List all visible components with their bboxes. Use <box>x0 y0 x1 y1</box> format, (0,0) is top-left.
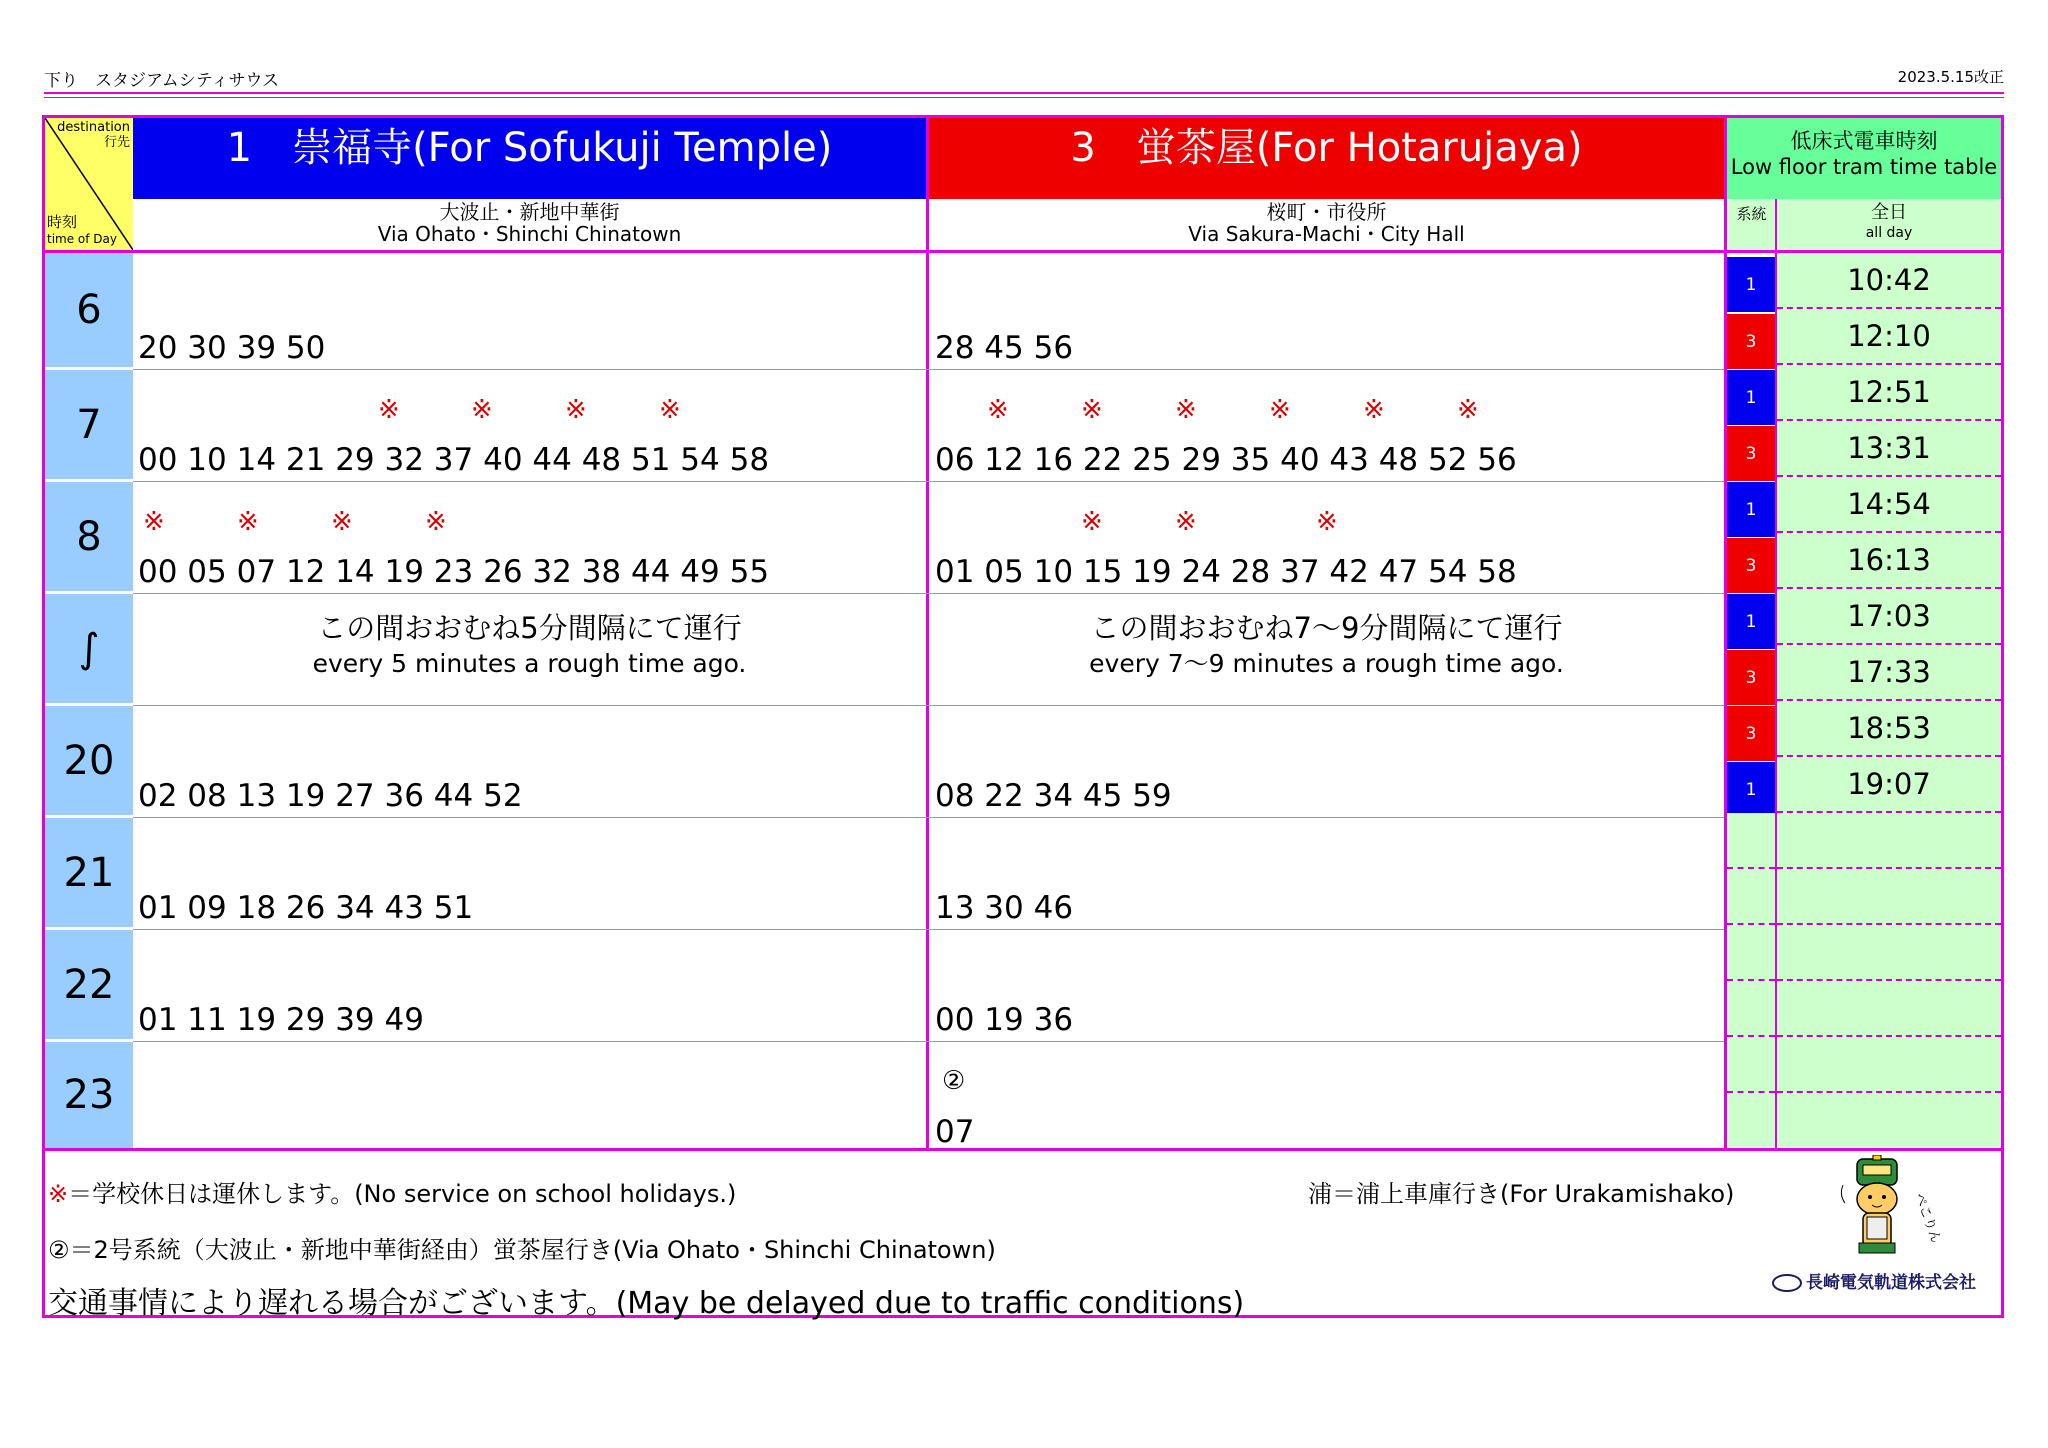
system-badge: 1 <box>1727 482 1775 537</box>
header-divider-thin <box>44 97 2004 98</box>
footnote-urakami: 浦＝浦上車庫行き(For Urakamishako) <box>1308 1180 1735 1208</box>
row-divider <box>133 817 1724 818</box>
times-sofukuji-21: 01 09 18 26 34 43 51 <box>138 890 474 926</box>
mascot-illustration <box>1835 1155 1955 1265</box>
destination-title-hotarujaya: 3 蛍茶屋(For Hotarujaya) <box>1070 125 1583 171</box>
times-sofukuji-8: 00 05 07 12 14 19 23 26 32 38 44 49 55 <box>138 554 770 590</box>
route-2-mark: ② <box>942 1066 966 1096</box>
interval-hour-cell: ∫ <box>45 594 133 706</box>
times-hotarujaya-21: 13 30 46 <box>935 890 1074 926</box>
empty-system-cell <box>1727 925 1775 981</box>
low-floor-time: 10:42 <box>1777 253 2001 309</box>
interval-note-hotarujaya-ja: この間おおむね7～9分間隔にて運行 <box>1090 611 1563 645</box>
footnote-mark: ※ <box>48 1180 69 1208</box>
row-divider <box>133 481 1724 482</box>
via-sofukuji <box>133 199 926 250</box>
interval-note-sofukuji <box>133 610 926 682</box>
interval-note-sofukuji-ja: この間おおむね5分間隔にて運行 <box>317 611 742 645</box>
school-holiday-mark: ※ <box>1457 395 1479 425</box>
header-bottom-line <box>45 250 2001 253</box>
times-hotarujaya-22: 00 19 36 <box>935 1002 1074 1038</box>
row-divider <box>133 929 1724 930</box>
corner-time-label <box>47 214 117 248</box>
empty-time-cell <box>1777 925 2001 981</box>
hour-cell: 23 <box>45 1042 133 1148</box>
empty-system-cell <box>1727 813 1775 869</box>
school-holiday-mark: ※ <box>331 507 353 537</box>
company-logo <box>1772 1268 1976 1293</box>
system-badge: 3 <box>1727 538 1775 593</box>
empty-system-cell <box>1727 1037 1775 1093</box>
page-title: 下り スタジアムシティサウス <box>44 71 279 91</box>
header-divider <box>44 92 2004 94</box>
system-badge: 1 <box>1727 257 1775 312</box>
low-floor-time: 13:31 <box>1777 421 2001 477</box>
school-holiday-mark: ※ <box>987 395 1009 425</box>
system-badge: 3 <box>1727 314 1775 369</box>
via-hotarujaya <box>929 199 1724 250</box>
low-floor-time: 17:33 <box>1777 645 2001 701</box>
page-header <box>44 66 2004 94</box>
school-holiday-mark: ※ <box>565 395 587 425</box>
low-floor-system-header: 系統 <box>1727 199 1776 250</box>
system-badge: 3 <box>1727 426 1775 481</box>
corner-destination-ja: 行先 <box>103 135 130 150</box>
interval-note-sofukuji-en: every 5 minutes a rough time ago. <box>312 649 747 678</box>
low-floor-time: 12:10 <box>1777 309 2001 365</box>
school-holiday-mark: ※ <box>1081 395 1103 425</box>
empty-time-cell <box>1777 813 2001 869</box>
low-floor-time: 12:51 <box>1777 365 2001 421</box>
school-holiday-mark: ※ <box>659 395 681 425</box>
destination-title-sofukuji: 1 崇福寺(For Sofukuji Temple) <box>226 125 833 171</box>
empty-time-cell <box>1777 1093 2001 1148</box>
low-floor-time: 18:53 <box>1777 701 2001 757</box>
mascot-caption: ぺこりん <box>1911 1191 1944 1246</box>
company-emblem-icon <box>1772 1274 1802 1292</box>
times-hotarujaya-6: 28 45 56 <box>935 330 1074 366</box>
footnote-route-2: ②＝2号系統（大波止・新地中華街経由）蛍茶屋行き(Via Ohato・Shinchi Chinatown) <box>48 1236 996 1264</box>
interval-note-hotarujaya-en: every 7～9 minutes a rough time ago. <box>1089 649 1564 678</box>
hour-cell: 6 <box>45 253 133 370</box>
empty-system-cell <box>1727 1093 1775 1148</box>
low-floor-time: 17:03 <box>1777 589 2001 645</box>
times-sofukuji-7: 00 10 14 21 29 32 37 40 44 48 51 54 58 <box>138 442 770 478</box>
system-badge: 3 <box>1727 706 1775 761</box>
low-floor-time: 16:13 <box>1777 533 2001 589</box>
empty-time-cell <box>1777 869 2001 925</box>
empty-time-cell <box>1777 981 2001 1037</box>
hour-cell: 8 <box>45 482 133 594</box>
hour-cell: 22 <box>45 930 133 1042</box>
interval-note-hotarujaya <box>929 610 1724 682</box>
row-divider <box>133 1041 1724 1042</box>
school-holiday-mark: ※ <box>143 507 165 537</box>
footnote-school-holiday-text: ＝学校休日は運休します。(No service on school holidays.) <box>68 1180 737 1208</box>
hour-cell: 20 <box>45 706 133 818</box>
system-badge: 1 <box>1727 370 1775 425</box>
company-name: 長崎電気軌道株式会社 <box>1806 1273 1976 1293</box>
low-floor-header <box>1727 118 2001 199</box>
low-floor-title-ja: 低床式電車時刻 <box>1790 129 1938 153</box>
times-hotarujaya-7: 06 12 16 22 25 29 35 40 43 48 52 56 <box>935 442 1517 478</box>
corner-header-cell <box>45 118 133 250</box>
empty-system-cell <box>1727 869 1775 925</box>
timetable-frame <box>42 115 2004 1318</box>
allday-en: all day <box>1865 225 1913 241</box>
corner-time-ja: 時刻 <box>47 213 78 231</box>
allday-ja: 全日 <box>1871 202 1907 223</box>
school-holiday-mark: ※ <box>471 395 493 425</box>
system-badge: 1 <box>1727 594 1775 649</box>
school-holiday-mark: ※ <box>1175 395 1197 425</box>
low-floor-allday-header <box>1777 199 2001 250</box>
school-holiday-mark: ※ <box>1316 507 1338 537</box>
corner-time-en: time of Day <box>47 232 118 246</box>
school-holiday-mark: ※ <box>378 395 400 425</box>
row-divider <box>133 369 1724 370</box>
times-sofukuji-6: 20 30 39 50 <box>138 330 326 366</box>
revision-date: 2023.5.15改正 <box>1897 68 2004 86</box>
corner-destination-en: destination <box>57 120 130 135</box>
school-holiday-mark: ※ <box>425 507 447 537</box>
via-sofukuji-ja: 大波止・新地中華街 <box>439 200 620 224</box>
footnote-delay: 交通事情により遅れる場合がございます。(May be delayed due to traffic conditions) <box>48 1286 1245 1321</box>
row-divider <box>133 593 1724 594</box>
destination-header-sofukuji <box>133 118 926 199</box>
destination-header-hotarujaya <box>929 118 1724 199</box>
low-floor-title-en: Low floor tram time table <box>1730 155 1998 179</box>
empty-time-cell <box>1777 1037 2001 1093</box>
times-hotarujaya-8: 01 05 10 15 19 24 28 37 42 47 54 58 <box>935 554 1517 590</box>
school-holiday-mark: ※ <box>237 507 259 537</box>
via-hotarujaya-en: Via Sakura-Machi・City Hall <box>1188 222 1465 246</box>
school-holiday-mark: ※ <box>1081 507 1103 537</box>
times-hotarujaya-23: 07 <box>935 1114 975 1150</box>
via-sofukuji-en: Via Ohato・Shinchi Chinatown <box>377 222 682 246</box>
system-badge: 1 <box>1727 762 1775 817</box>
row-divider <box>133 705 1724 706</box>
footnote-school-holiday <box>48 1174 736 1209</box>
times-sofukuji-22: 01 11 19 29 39 49 <box>138 1002 424 1038</box>
school-holiday-mark: ※ <box>1175 507 1197 537</box>
low-floor-time: 14:54 <box>1777 477 2001 533</box>
times-hotarujaya-20: 08 22 34 45 59 <box>935 778 1172 814</box>
hour-cell: 7 <box>45 370 133 482</box>
school-holiday-mark: ※ <box>1269 395 1291 425</box>
system-badge: 3 <box>1727 650 1775 705</box>
empty-system-cell <box>1727 981 1775 1037</box>
corner-destination-label <box>57 120 130 150</box>
mascot-icon <box>1835 1155 1955 1265</box>
table-bottom-line <box>45 1148 2001 1151</box>
times-sofukuji-20: 02 08 13 19 27 36 44 52 <box>138 778 523 814</box>
low-floor-time: 19:07 <box>1777 757 2001 813</box>
hour-cell: 21 <box>45 818 133 930</box>
school-holiday-mark: ※ <box>1363 395 1385 425</box>
via-hotarujaya-ja: 桜町・市役所 <box>1266 200 1387 224</box>
